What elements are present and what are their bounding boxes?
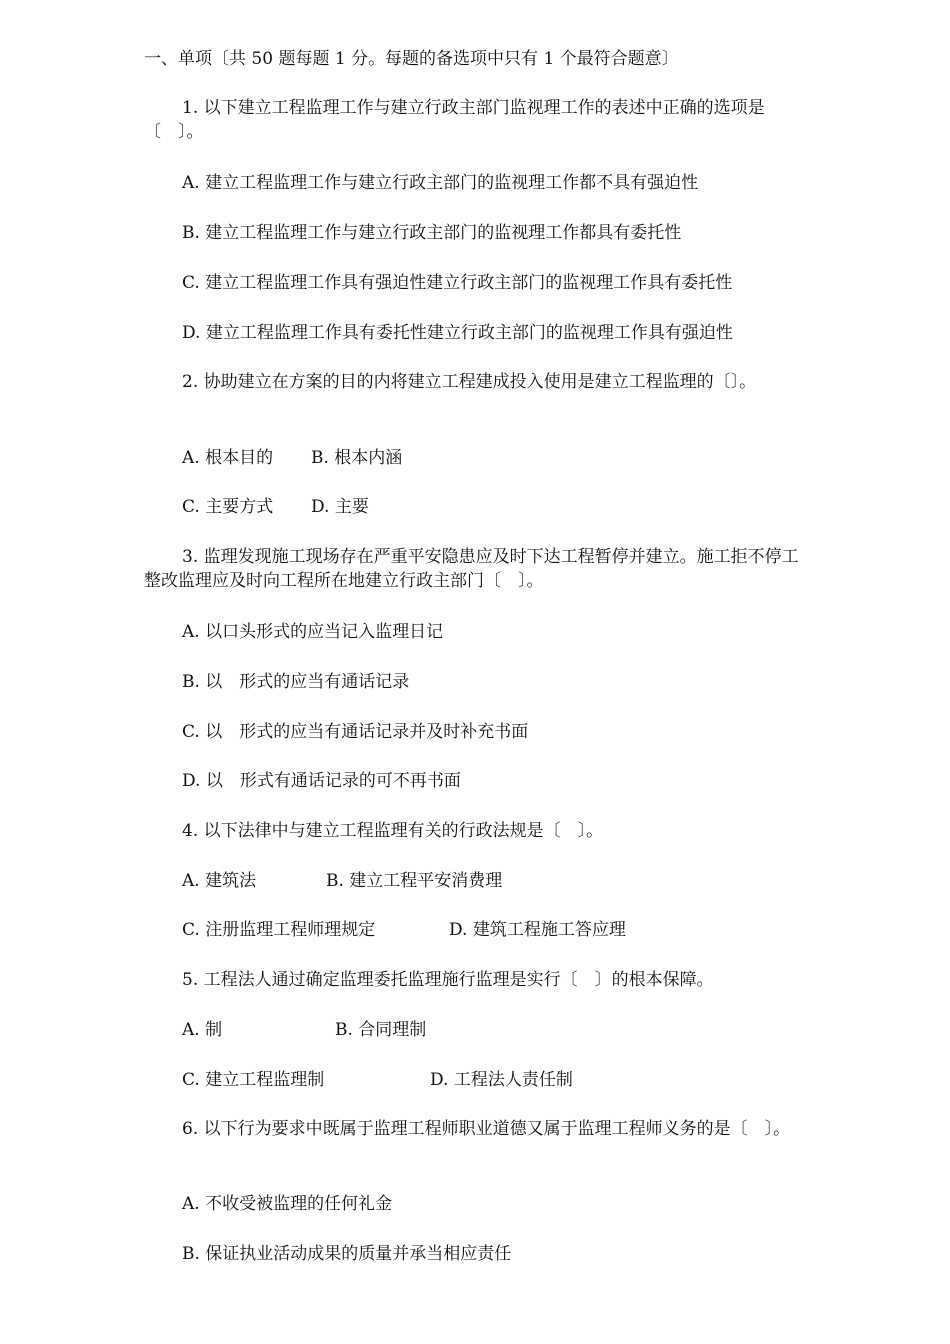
question-4-stem: 4. 以下法律中与建立工程监理有关的行政法规是〔 〕。 — [182, 821, 604, 841]
question-5-stem: 5. 工程法人通过确定监理委托监理施行监理是实行〔 〕的根本保障。 — [182, 970, 714, 990]
question-4-option-b: B. 建立工程平安消费理 — [326, 871, 503, 891]
question-1-option-a: A. 建立工程监理工作与建立行政主部门的监视理工作都不具有强迫性 — [182, 173, 699, 193]
question-1-option-b: B. 建立工程监理工作与建立行政主部门的监视理工作都具有委托性 — [182, 223, 682, 243]
section-heading: 一、单项〔共 50 题每题 1 分。每题的备选项中只有 1 个最符合题意〕 — [144, 49, 679, 69]
question-5-option-b: B. 合同理制 — [335, 1020, 427, 1040]
question-6-option-b: B. 保证执业活动成果的质量并承当相应责任 — [182, 1244, 512, 1264]
question-1-stem: 1. 以下建立工程监理工作与建立行政主部门监视理工作的表述中正确的选项是〔 〕。 — [144, 98, 765, 142]
question-6-option-a: A. 不收受被监理的任何礼金 — [182, 1194, 393, 1214]
question-6-stem: 6. 以下行为要求中既属于监理工程师职业道德又属于监理工程师义务的是〔 〕。 — [182, 1119, 791, 1139]
question-3-option-d: D. 以 形式有通话记录的可不再书面 — [182, 771, 461, 791]
question-4-option-a: A. 建筑法 — [182, 871, 257, 891]
question-2-option-a: A. 根本目的 — [182, 448, 274, 468]
question-1-option-c: C. 建立工程监理工作具有强迫性建立行政主部门的监视理工作具有委托性 — [182, 273, 733, 293]
question-5-option-d: D. 工程法人责任制 — [430, 1070, 573, 1090]
question-2-option-c: C. 主要方式 — [182, 497, 274, 517]
question-3-stem: 3. 监理发现施工现场存在严重平安隐患应及时下达工程暂停并建立。施工拒不停工整改监理应及时向工程所在地建立行政主部门〔 〕。 — [144, 547, 799, 591]
question-2-stem: 2. 协助建立在方案的目的内将建立工程建成投入使用是建立工程监理的〔〕。 — [182, 372, 757, 392]
question-3-option-c: C. 以 形式的应当有通话记录并及时补充书面 — [182, 722, 529, 742]
question-5-option-c: C. 建立工程监理制 — [182, 1070, 325, 1090]
question-4-option-c: C. 注册监理工程师理规定 — [182, 920, 376, 940]
question-3-option-a: A. 以口头形式的应当记入监理日记 — [182, 622, 444, 642]
question-2-option-b: B. 根本内涵 — [311, 448, 403, 468]
question-4-option-d: D. 建筑工程施工答应理 — [449, 920, 626, 940]
question-1-option-d: D. 建立工程监理工作具有委托性建立行政主部门的监视理工作具有强迫性 — [182, 323, 733, 343]
question-2-option-d: D. 主要 — [311, 497, 369, 517]
question-5-option-a: A. 制 — [182, 1020, 223, 1040]
question-3-option-b: B. 以 形式的应当有通话记录 — [182, 672, 410, 692]
